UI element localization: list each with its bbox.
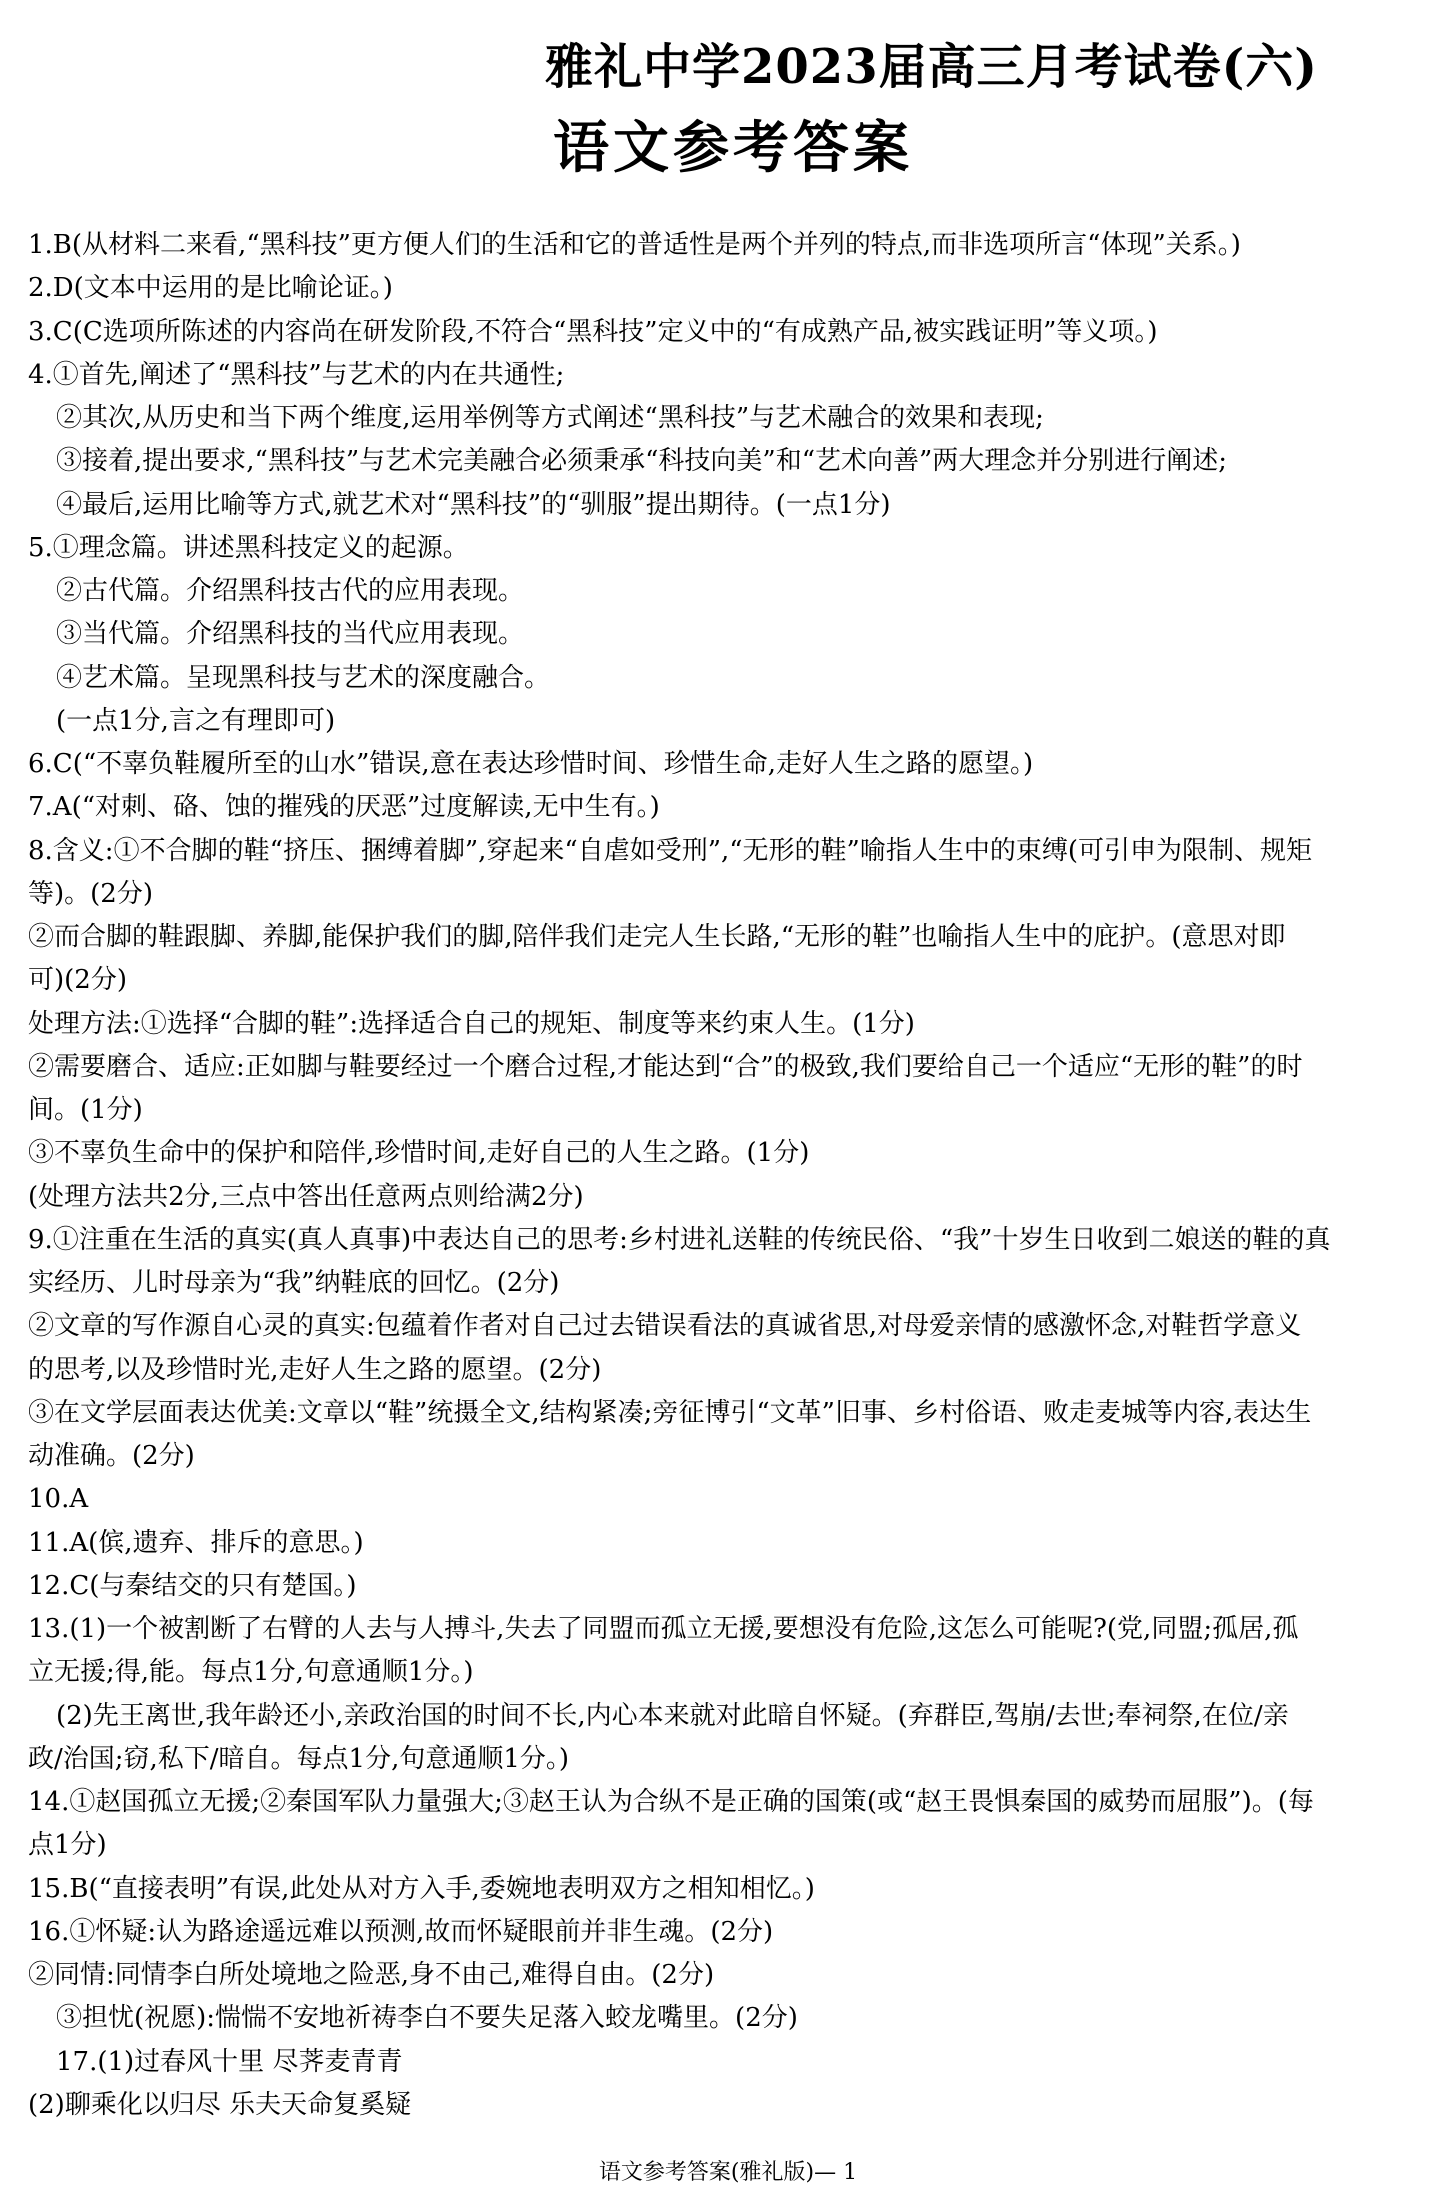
answer-line: 立无援;得,能。每点1分,句意通顺1分。) bbox=[28, 1657, 474, 1688]
answer-line: ②需要磨合、适应:正如脚与鞋要经过一个磨合过程,才能达到“合”的极致,我们要给自己一个适应“无形的鞋”的时 bbox=[28, 1051, 1303, 1082]
answer-line: ③在文学层面表达优美:文章以“鞋”统摄全文,结构紧凑;旁征博引“文革”旧事、乡村俗语、败走麦城等内容,表达生 bbox=[28, 1397, 1312, 1428]
answer-line: 处理方法:①选择“合脚的鞋”:选择适合自己的规矩、制度等来约束人生。(1分) bbox=[28, 1008, 915, 1039]
answer-content bbox=[28, 224, 1430, 2170]
answer-line: 6.C(“不辜负鞋履所至的山水”错误,意在表达珍惜时间、珍惜生命,走好人生之路的愿望。) bbox=[28, 749, 1034, 779]
answer-line: (2)先王离世,我年龄还小,亲政治国的时间不长,内心本来就对此暗自怀疑。(弃群臣,驾崩/去世;奉祠祭,在位/亲 bbox=[56, 1700, 1289, 1731]
answer-line: 15.B(“直接表明”有误,此处从对方入手,委婉地表明双方之相知相忆。) bbox=[28, 1873, 815, 1904]
answer-key-heading: 语文参考答案 bbox=[553, 115, 913, 181]
answer-line: 间。(1分) bbox=[28, 1095, 143, 1125]
answer-line: (一点1分,言之有理即可) bbox=[56, 705, 336, 736]
answer-line: ②而合脚的鞋跟脚、养脚,能保护我们的脚,陪伴我们走完人生长路,“无形的鞋”也喻指人生中的庇护。(意思对即 bbox=[28, 922, 1286, 952]
answer-line: 点1分) bbox=[28, 1830, 107, 1861]
page-footer: 语文参考答案(雅礼版)— 1 bbox=[598, 2160, 858, 2185]
answer-line: 11.A(傧,遗弃、排斥的意思。) bbox=[28, 1527, 364, 1558]
answer-line: 2.D(文本中运用的是比喻论证。) bbox=[28, 273, 393, 304]
answer-line: (2)聊乘化以归尽 乐夫天命复奚疑 bbox=[28, 2089, 412, 2120]
answer-line: 的思考,以及珍惜时光,走好人生之路的愿望。(2分) bbox=[28, 1354, 602, 1385]
answer-line: ③接着,提出要求,“黑科技”与艺术完美融合必须秉承“科技向美”和“艺术向善”两大理念并分别进行阐述; bbox=[56, 446, 1228, 477]
answer-line: ③当代篇。介绍黑科技的当代应用表现。 bbox=[56, 619, 525, 650]
answer-line: ④最后,运用比喻等方式,就艺术对“黑科技”的“驯服”提出期待。(一点1分) bbox=[56, 489, 891, 520]
answer-line: (处理方法共2分,三点中答出任意两点则给满2分) bbox=[28, 1181, 584, 1212]
exam-title: 雅礼中学2023届高三月考试卷(六) bbox=[545, 39, 1319, 95]
answer-line: 10.A bbox=[28, 1484, 89, 1515]
answer-line: 政/治国;窃,私下/暗自。每点1分,句意通顺1分。) bbox=[28, 1743, 570, 1774]
answer-line: 17.(1)过春风十里 尽荠麦青青 bbox=[56, 2046, 403, 2077]
answer-line: ②其次,从历史和当下两个维度,运用举例等方式阐述“黑科技”与艺术融合的效果和表现; bbox=[56, 403, 1044, 433]
answer-line: ④艺术篇。呈现黑科技与艺术的深度融合。 bbox=[56, 662, 551, 693]
answer-line: 8.含义:①不合脚的鞋“挤压、捆缚着脚”,穿起来“自虐如受刑”,“无形的鞋”喻指人生中的束缚(可引申为限制、规矩 bbox=[28, 835, 1312, 866]
answer-line: ②文章的写作源自心灵的真实:包蕴着作者对自己过去错误看法的真诚省思,对母爱亲情的感激怀念,对鞋哲学意义 bbox=[28, 1311, 1302, 1342]
answer-line: ③不辜负生命中的保护和陪伴,珍惜时间,走好自己的人生之路。(1分) bbox=[28, 1138, 810, 1169]
answer-line: 16.①怀疑:认为路途遥远难以预测,故而怀疑眼前并非生魂。(2分) bbox=[28, 1916, 774, 1947]
answer-line: 13.(1)一个被割断了右臂的人去与人搏斗,失去了同盟而孤立无援,要想没有危险,这怎么可能呢?(党,同盟;孤居,孤 bbox=[28, 1614, 1299, 1644]
answer-line: 可)(2分) bbox=[28, 965, 127, 996]
answer-line: 12.C(与秦结交的只有楚国。) bbox=[28, 1570, 357, 1601]
answer-line: 等)。(2分) bbox=[28, 878, 153, 909]
answer-line: 7.A(“对刺、硌、蚀的摧残的厌恶”过度解读,无中生有。) bbox=[28, 792, 660, 823]
answer-line: 动准确。(2分) bbox=[28, 1441, 195, 1471]
answer-line: 4.①首先,阐述了“黑科技”与艺术的内在共通性; bbox=[28, 359, 565, 390]
answer-line: 实经历、儿时母亲为“我”纳鞋底的回忆。(2分) bbox=[28, 1268, 560, 1298]
answer-line: 5.①理念篇。讲述黑科技定义的起源。 bbox=[28, 532, 469, 563]
answer-line: 9.①注重在生活的真实(真人真事)中表达自己的思考:乡村进礼送鞋的传统民俗、“我”十岁生日收到二娘送的鞋的真 bbox=[28, 1224, 1331, 1255]
answer-line: 1.B(从材料二来看,“黑科技”更方便人们的生活和它的普适性是两个并列的特点,而非选项所言“体现”关系。) bbox=[28, 230, 1241, 260]
answer-line: 14.①赵国孤立无援;②秦国军队力量强大;③赵王认为合纵不是正确的国策(或“赵王畏惧秦国的威势而屈服”)。(每 bbox=[28, 1787, 1314, 1817]
answer-line: ②古代篇。介绍黑科技古代的应用表现。 bbox=[56, 576, 525, 606]
answer-line: ②同情:同情李白所处境地之险恶,身不由己,难得自由。(2分) bbox=[28, 1960, 715, 1990]
answer-line: ③担忧(祝愿):惴惴不安地祈祷李白不要失足落入蛟龙嘴里。(2分) bbox=[56, 2003, 798, 2034]
answer-line: 3.C(C选项所陈述的内容尚在研发阶段,不符合“黑科技”定义中的“有成熟产品,被实践证明”等义项。) bbox=[28, 316, 1158, 347]
